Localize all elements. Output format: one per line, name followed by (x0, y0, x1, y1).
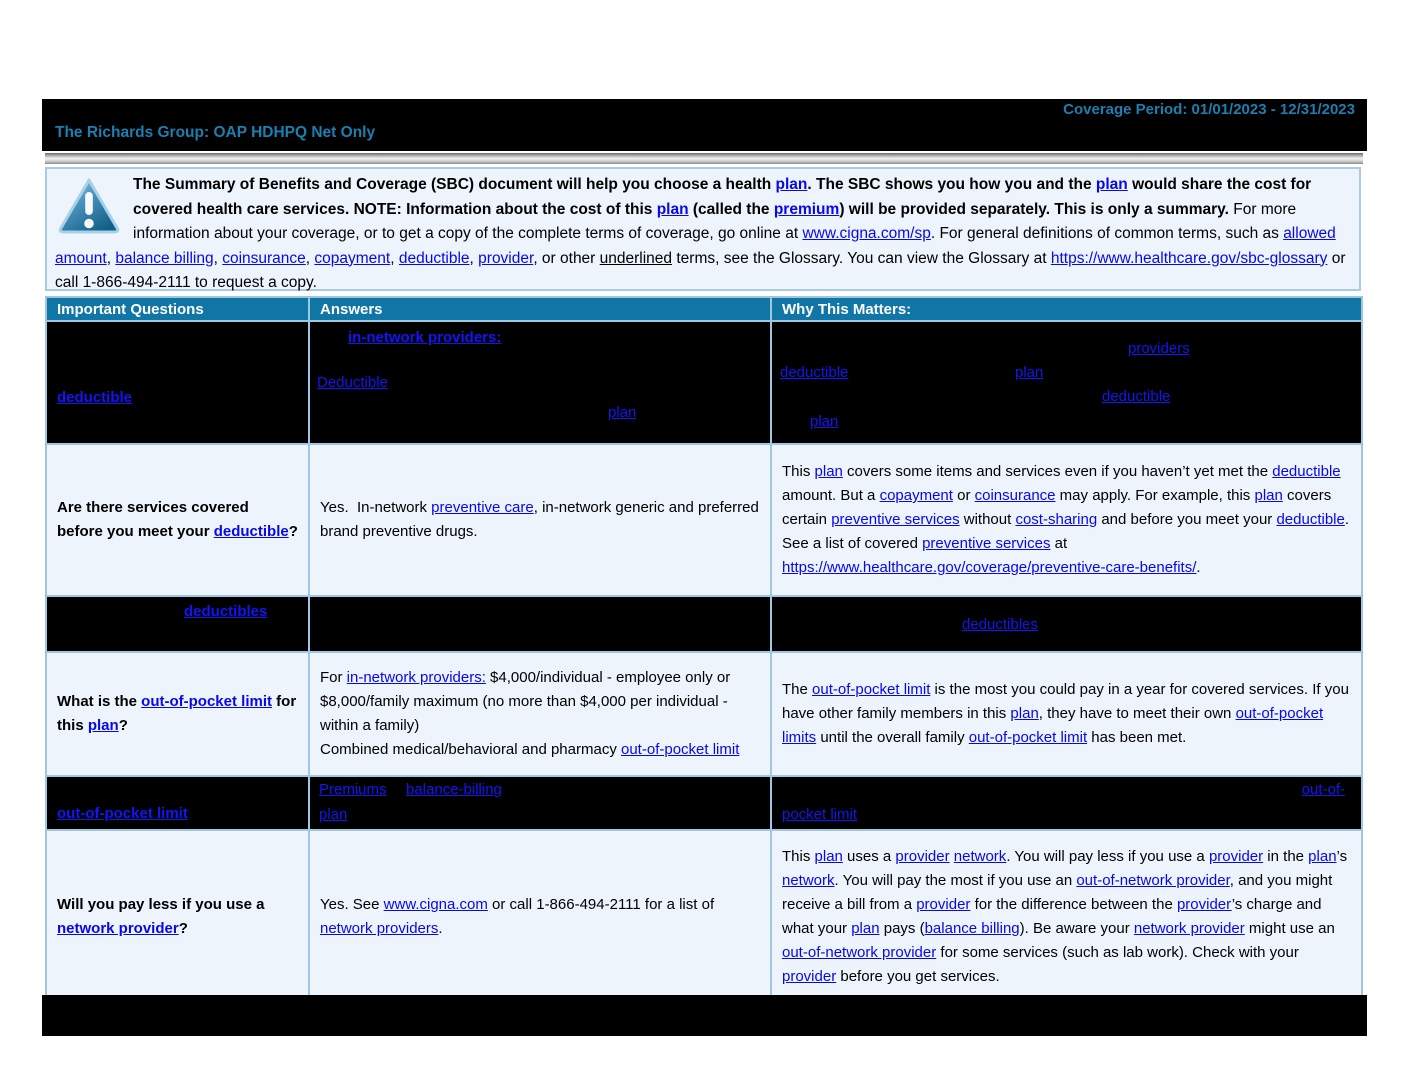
why-cell-redacted (772, 777, 1361, 829)
footer-redacted-bar (42, 995, 1367, 1036)
term-link[interactable]: out-of-network provider (782, 944, 937, 961)
term-link[interactable]: plan (1308, 848, 1337, 865)
question-cell (47, 831, 310, 1003)
term-link[interactable]: out-of-pocket limit (812, 681, 931, 698)
row-services-before-deductible (47, 445, 1361, 597)
deductible-link[interactable]: deductible (1102, 388, 1171, 405)
term-link[interactable]: network (953, 848, 1007, 865)
term-link[interactable]: preventive services (831, 511, 960, 528)
term-link[interactable]: plan (656, 200, 689, 218)
term-link[interactable]: out-of-pocket limit (621, 741, 740, 758)
providers-link[interactable]: providers (1128, 340, 1190, 357)
term-link[interactable]: https://www.healthcare.gov/sbc-glossary (1050, 249, 1328, 267)
question-cell (47, 653, 310, 775)
answer-cell-redacted (310, 322, 772, 443)
why-cell-redacted (772, 322, 1361, 443)
answer-cell (310, 445, 772, 595)
term-link[interactable]: copayment (879, 487, 953, 504)
plan-link[interactable]: plan (1015, 364, 1044, 381)
table-header-row (47, 298, 1361, 322)
why-cell (772, 445, 1361, 595)
why-text: The out-of-pocket limit is the most you could pay in a year for covered services. If you have other family members in this plan, they have to meet their own out-of-pocket limits until the overall family out-of-pocket limit has been met. (782, 681, 1349, 746)
question-cell-redacted (47, 597, 310, 651)
col-header-answers: Answers (310, 298, 772, 320)
question-text: Are there services covered before you meet your deductible? (57, 499, 298, 540)
answer-cell-redacted (310, 597, 772, 651)
out-of-pocket-limit-link-part2[interactable]: pocket limit (782, 806, 858, 823)
plan-title: The Richards Group: OAP HDHPQ Net Only (55, 124, 376, 141)
question-text: What is the out-of-pocket limit for this plan? (57, 693, 297, 734)
why-text: This plan covers some items and services even if you haven’t yet met the deductible amount. But a copayment or coinsurance may apply. For example, this plan covers certain preventive services without cost-sharing and before you meet your deductible. See a list of covered preventive services at https://www.healthcare.gov/coverage/preventive-care-benefits/. (782, 463, 1350, 576)
term-link[interactable]: plan (1095, 176, 1128, 193)
important-questions-table (45, 296, 1363, 1005)
term-link[interactable]: www.cigna.com/sp (802, 225, 931, 242)
header-divider-rule (45, 153, 1363, 164)
term-link[interactable]: plan (775, 176, 808, 193)
row-overall-deductible-redacted (47, 322, 1361, 445)
term-link[interactable]: plan (1010, 705, 1039, 722)
deductible-link[interactable]: deductible (780, 364, 849, 381)
answer-cell (310, 831, 772, 1003)
term-link[interactable]: cost-sharing (1015, 511, 1098, 528)
term-link[interactable]: coinsurance (222, 249, 306, 267)
term-link[interactable]: coinsurance (974, 487, 1056, 504)
plan-link[interactable]: plan (608, 404, 637, 421)
term-link[interactable]: network (782, 872, 835, 889)
row-out-of-pocket-limit (47, 653, 1361, 777)
term-link[interactable]: deductible (398, 249, 470, 267)
term-link[interactable]: provider (478, 249, 534, 267)
col-header-why-this-matters: Why This Matters: (782, 300, 912, 318)
row-network-provider (47, 831, 1361, 1003)
term-link[interactable]: provider (782, 968, 837, 985)
why-text: This plan uses a provider network. You will pay less if you use a provider in the plan’s network. You will pay the most if you use an out-of-network provider, and you might receive a bill from a provider for the difference between the provider’s charge and what your plan pays (balance billing). Be aware your network provider might use an out-of-network provider for some services (such as lab work). Check with your provider before you get services. (782, 848, 1348, 985)
out-of-pocket-limit-link-part1[interactable]: out-of- (1301, 781, 1345, 798)
term-link[interactable]: plan (87, 717, 119, 734)
document-header-bar (42, 99, 1367, 151)
term-link[interactable]: deductible (1276, 511, 1345, 528)
term-link[interactable]: https://www.healthcare.gov/coverage/preventive-care-benefits/ (782, 559, 1197, 576)
deductible-link[interactable]: Deductible (317, 374, 388, 391)
term-link[interactable]: provider (895, 848, 950, 865)
term-link[interactable]: deductible (1272, 463, 1341, 480)
term-link[interactable]: deductible (213, 523, 289, 540)
term-link[interactable]: provider (1208, 848, 1264, 865)
answer-text: For in-network providers: $4,000/individual - employee only or $8,000/family maximum (no more than $4,000 per individual - within a family) Combined medical/behavioral and pharmacy out-of-pocket limit (320, 669, 740, 758)
term-link[interactable]: plan (1254, 487, 1283, 504)
term-link[interactable]: out-of-pocket limit (968, 729, 1088, 746)
term-link[interactable]: preventive care (431, 499, 534, 516)
row-other-deductibles-redacted (47, 597, 1361, 653)
term-link[interactable]: copayment (314, 249, 391, 267)
coverage-period: Coverage Period: 01/01/2023 - 12/31/2023 (1063, 101, 1355, 118)
in-network-providers-link[interactable]: in-network providers: (348, 329, 502, 346)
row-not-included-oop-redacted (47, 777, 1361, 831)
sbc-intro-box (45, 167, 1361, 291)
term-link[interactable]: plan (851, 920, 880, 937)
deductible-link[interactable]: deductible (57, 389, 133, 406)
term-link[interactable]: network provider (57, 920, 179, 937)
premiums-link[interactable]: Premiums (319, 781, 387, 798)
term-link[interactable]: network providers (320, 920, 439, 937)
term-link[interactable]: provider (916, 896, 971, 913)
term-link[interactable]: www.cigna.com (383, 896, 488, 913)
term-link[interactable]: plan (814, 463, 843, 480)
question-cell-redacted (47, 777, 310, 829)
answer-cell (310, 653, 772, 775)
term-link[interactable]: preventive services (922, 535, 1051, 552)
term-link[interactable]: provider (1176, 896, 1232, 913)
term-link[interactable]: network provider (1133, 920, 1245, 937)
plan-link[interactable]: plan (810, 413, 839, 430)
term-link[interactable]: out-of-network provider (1076, 872, 1230, 889)
col-header-important-questions: Important Questions (47, 298, 310, 320)
plan-link[interactable]: plan (319, 806, 348, 823)
why-cell (772, 831, 1361, 1003)
answer-text: Yes. In-network preventive care, in-network generic and preferred brand preventive drugs. (320, 499, 759, 540)
question-text: Will you pay less if you use a network provider? (57, 896, 265, 937)
term-link[interactable]: balance billing (924, 920, 1020, 937)
out-of-pocket-limit-link[interactable]: out-of-pocket limit (57, 805, 188, 822)
why-cell (772, 653, 1361, 775)
answer-text: Yes. See www.cigna.com or call 1-866-494-2111 for a list of network providers. (320, 896, 715, 937)
answer-cell-redacted (310, 777, 772, 829)
term-link[interactable]: plan (814, 848, 843, 865)
balance-billing-link[interactable]: balance-billing (406, 781, 502, 798)
term-link[interactable]: balance billing (115, 249, 214, 267)
term-link[interactable]: out-of-pocket limits (782, 705, 1324, 746)
intro-paragraph: The Summary of Benefits and Coverage (SBC) document will help you choose a health plan. The SBC shows you how you and the plan would share the cost for covered health care services. NOTE: Information about the cost of this plan (called the premium) will be provided separately. This is only a summary. For more information about your coverage, or to get a copy of the complete terms of coverage, go online at www.cigna.com/sp. For general definitions of common terms, such as allowed amount, balance billing, coinsurance, copayment, deductible, provider, or other underlined terms, see the Glossary. You can view the Glossary at https://www.healthcare.gov/sbc-glossary or call 1-866-494-2111 to request a copy. (55, 176, 1346, 291)
question-cell (47, 445, 310, 595)
deductibles-link[interactable]: deductibles (962, 616, 1038, 633)
warning-triangle-icon (55, 173, 133, 243)
question-cell-redacted (47, 322, 310, 443)
why-cell-redacted (772, 597, 1361, 651)
deductibles-link[interactable]: deductibles (184, 603, 268, 620)
term-link[interactable]: out-of-pocket limit (141, 693, 272, 710)
term-link[interactable]: in-network providers: (346, 669, 486, 686)
term-link[interactable]: premium (773, 200, 840, 218)
term-link[interactable]: allowed amount (55, 225, 1336, 267)
